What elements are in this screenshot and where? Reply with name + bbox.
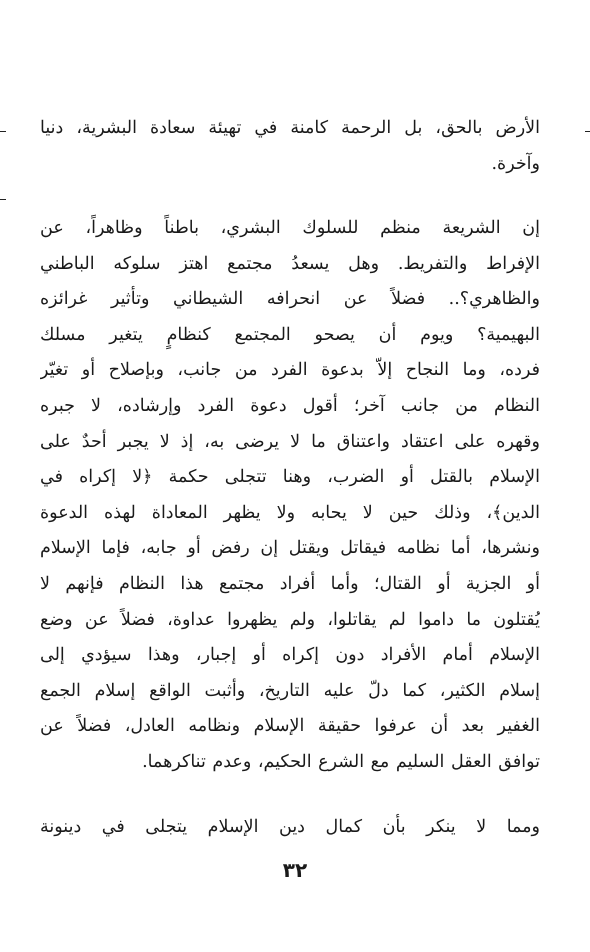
text-line: الدين﴾، وذلك حين لا يحابه ولا يظهر المعاداة لهذه الدعوة (40, 502, 540, 523)
text-line: والظاهري؟.. فضلاً عن انحرافه الشيطاني وتأثير غرائزه (40, 289, 540, 310)
text-line: وآخرة. (491, 153, 540, 174)
text-line: الإسلام أمام الأفراد دون إكراه أو إجبار، وهذا سيؤدي إلى (40, 645, 540, 666)
text-line: يُقتلون ما داموا لم يقاتلوا، ولم يظهروا عداوة، فضلاً عن وضع (40, 609, 540, 630)
text-line: توافق العقل السليم مع الشرع الحكيم، وعدم تناكرهما. (142, 751, 540, 772)
text-line: ومما لا ينكر بأن كمال دين الإسلام يتجلى في دينونة (40, 817, 540, 837)
text-line: النظام من جانب آخر؛ أقول دعوة الفرد وإرشاده، لا جبره (40, 395, 540, 416)
text-line: فرده، وما النجاح إلاّ بدعوة الفرد من جانب، وبإصلاح أو تغيّر (40, 360, 540, 381)
margin-tick-mark (0, 131, 6, 132)
text-line: الغفير بعد أن عرفوا حقيقة الإسلام ونظامه العادل، فضلاً عن (40, 716, 540, 737)
text-line: إسلام الكثير، كما دلّ عليه التاريخ، وأثبت الواقع إسلام الجمع (40, 680, 540, 701)
text-line: الإفراط والتفريط. وهل يسعدُ مجتمع اهتز سلوكه الباطني (40, 253, 540, 274)
paragraph-continuation (40, 111, 540, 182)
page-number: ٣٢ (282, 858, 308, 882)
text-line: ونشرها، أما نظامه فيقاتل ويقتل إن رفض أو جابه، فإما الإسلام (40, 538, 540, 559)
margin-tick-mark (585, 131, 590, 132)
text-line: أو الجزية أو القتال؛ وأما أفراد مجتمع هذا النظام فإنهم لا (40, 573, 540, 594)
text-line: البهيمية؟ ويوم أن يصحو المجتمع كنظامٍ يتغير مسلك (40, 324, 540, 345)
text-line: الأرض بالحق، بل الرحمة كامنة في تهيئة سعادة البشرية، دنيا (40, 118, 540, 138)
margin-tick-mark (0, 199, 6, 200)
paragraph-islam-perfection (40, 810, 540, 846)
text-line: الإسلام بالقتل أو الضرب، وهنا تتجلى حكمة ﴿لا إكراه في (40, 467, 540, 488)
text-line: وقهره على اعتقاد واعتناق ما لا يرضى به، إذ لا يجبر أحدٌ على (40, 431, 540, 452)
text-line: إن الشريعة منظم للسلوك البشري، باطناً وظاهراً، عن (40, 218, 540, 238)
paragraph-sharia (40, 211, 540, 781)
